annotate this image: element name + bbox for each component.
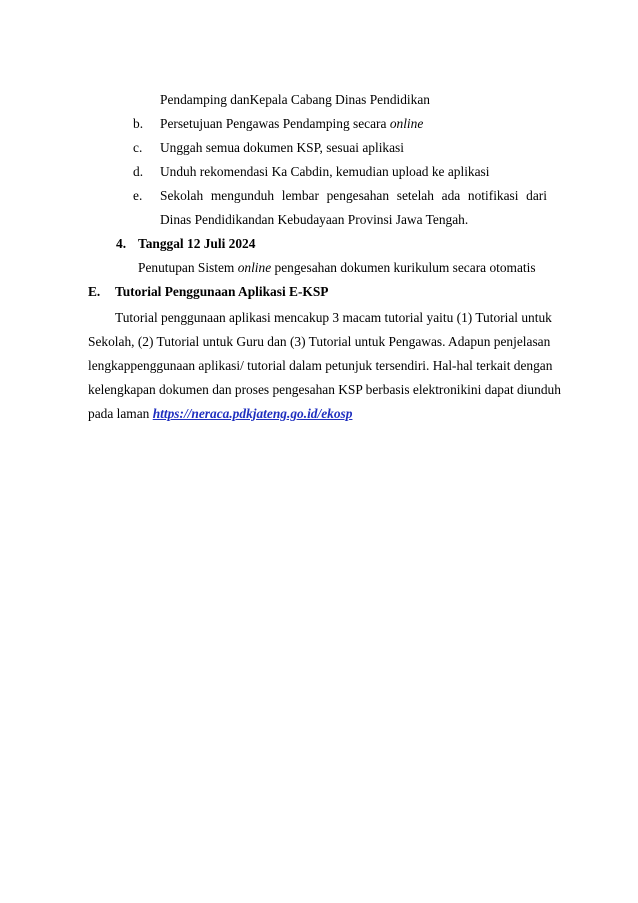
section-e-paragraph-line-5 [88,406,352,422]
list-item-a-continuation: Pendamping danKepala Cabang Dinas Pendidikan [160,92,430,107]
list-item-d: Unduh rekomendasi Ka Cabdin, kemudian upload ke aplikasi [160,164,490,179]
section-e-paragraph-line-4: kelengkapan dokumen dan proses pengesahan KSP berbasis elektronikini dapat diunduh [88,382,561,397]
list-marker-e: e. [133,188,143,203]
list-marker-d: d. [133,164,144,179]
item4-body-pre: Penutupan Sistem [138,260,238,275]
section-e-link-prefix: pada laman [88,406,153,421]
item4-body [138,260,536,276]
item4-body-italic: online [237,260,272,275]
ekosp-link[interactable]: https://neraca.pdkjateng.go.id/ekosp [152,406,353,421]
list-item-c: Unggah semua dokumen KSP, sesuai aplikasi [160,140,404,155]
list-marker-4: 4. [116,236,127,251]
section-e-paragraph-line-1: Tutorial penggunaan aplikasi mencakup 3 macam tutorial yaitu (1) Tutorial untuk [115,310,552,325]
section-e-marker: E. [88,284,101,299]
list-item-b-text: Persetujuan Pengawas Pendamping secara [160,116,390,131]
item4-heading: Tanggal 12 Juli 2024 [138,236,256,251]
list-item-b [160,116,423,132]
list-item-e: Sekolah mengunduh lembar pengesahan setelah ada notifikasi dari [160,188,547,203]
section-e-paragraph-line-2: Sekolah, (2) Tutorial untuk Guru dan (3) Tutorial untuk Pengawas. Adapun penjelasan [88,334,551,349]
list-item-e-continuation: Dinas Pendidikandan Kebudayaan Provinsi Jawa Tengah. [160,212,469,227]
item4-body-post: pengesahan dokumen kurikulum secara otomatis [271,260,536,275]
section-e-paragraph-line-3: lengkappenggunaan aplikasi/ tutorial dalam petunjuk tersendiri. Hal-hal terkait dengan [88,358,553,373]
list-marker-b: b. [133,116,144,131]
list-marker-c: c. [133,140,143,155]
section-e-heading: Tutorial Penggunaan Aplikasi E-KSP [115,284,329,299]
list-item-b-italic: online [389,116,424,131]
